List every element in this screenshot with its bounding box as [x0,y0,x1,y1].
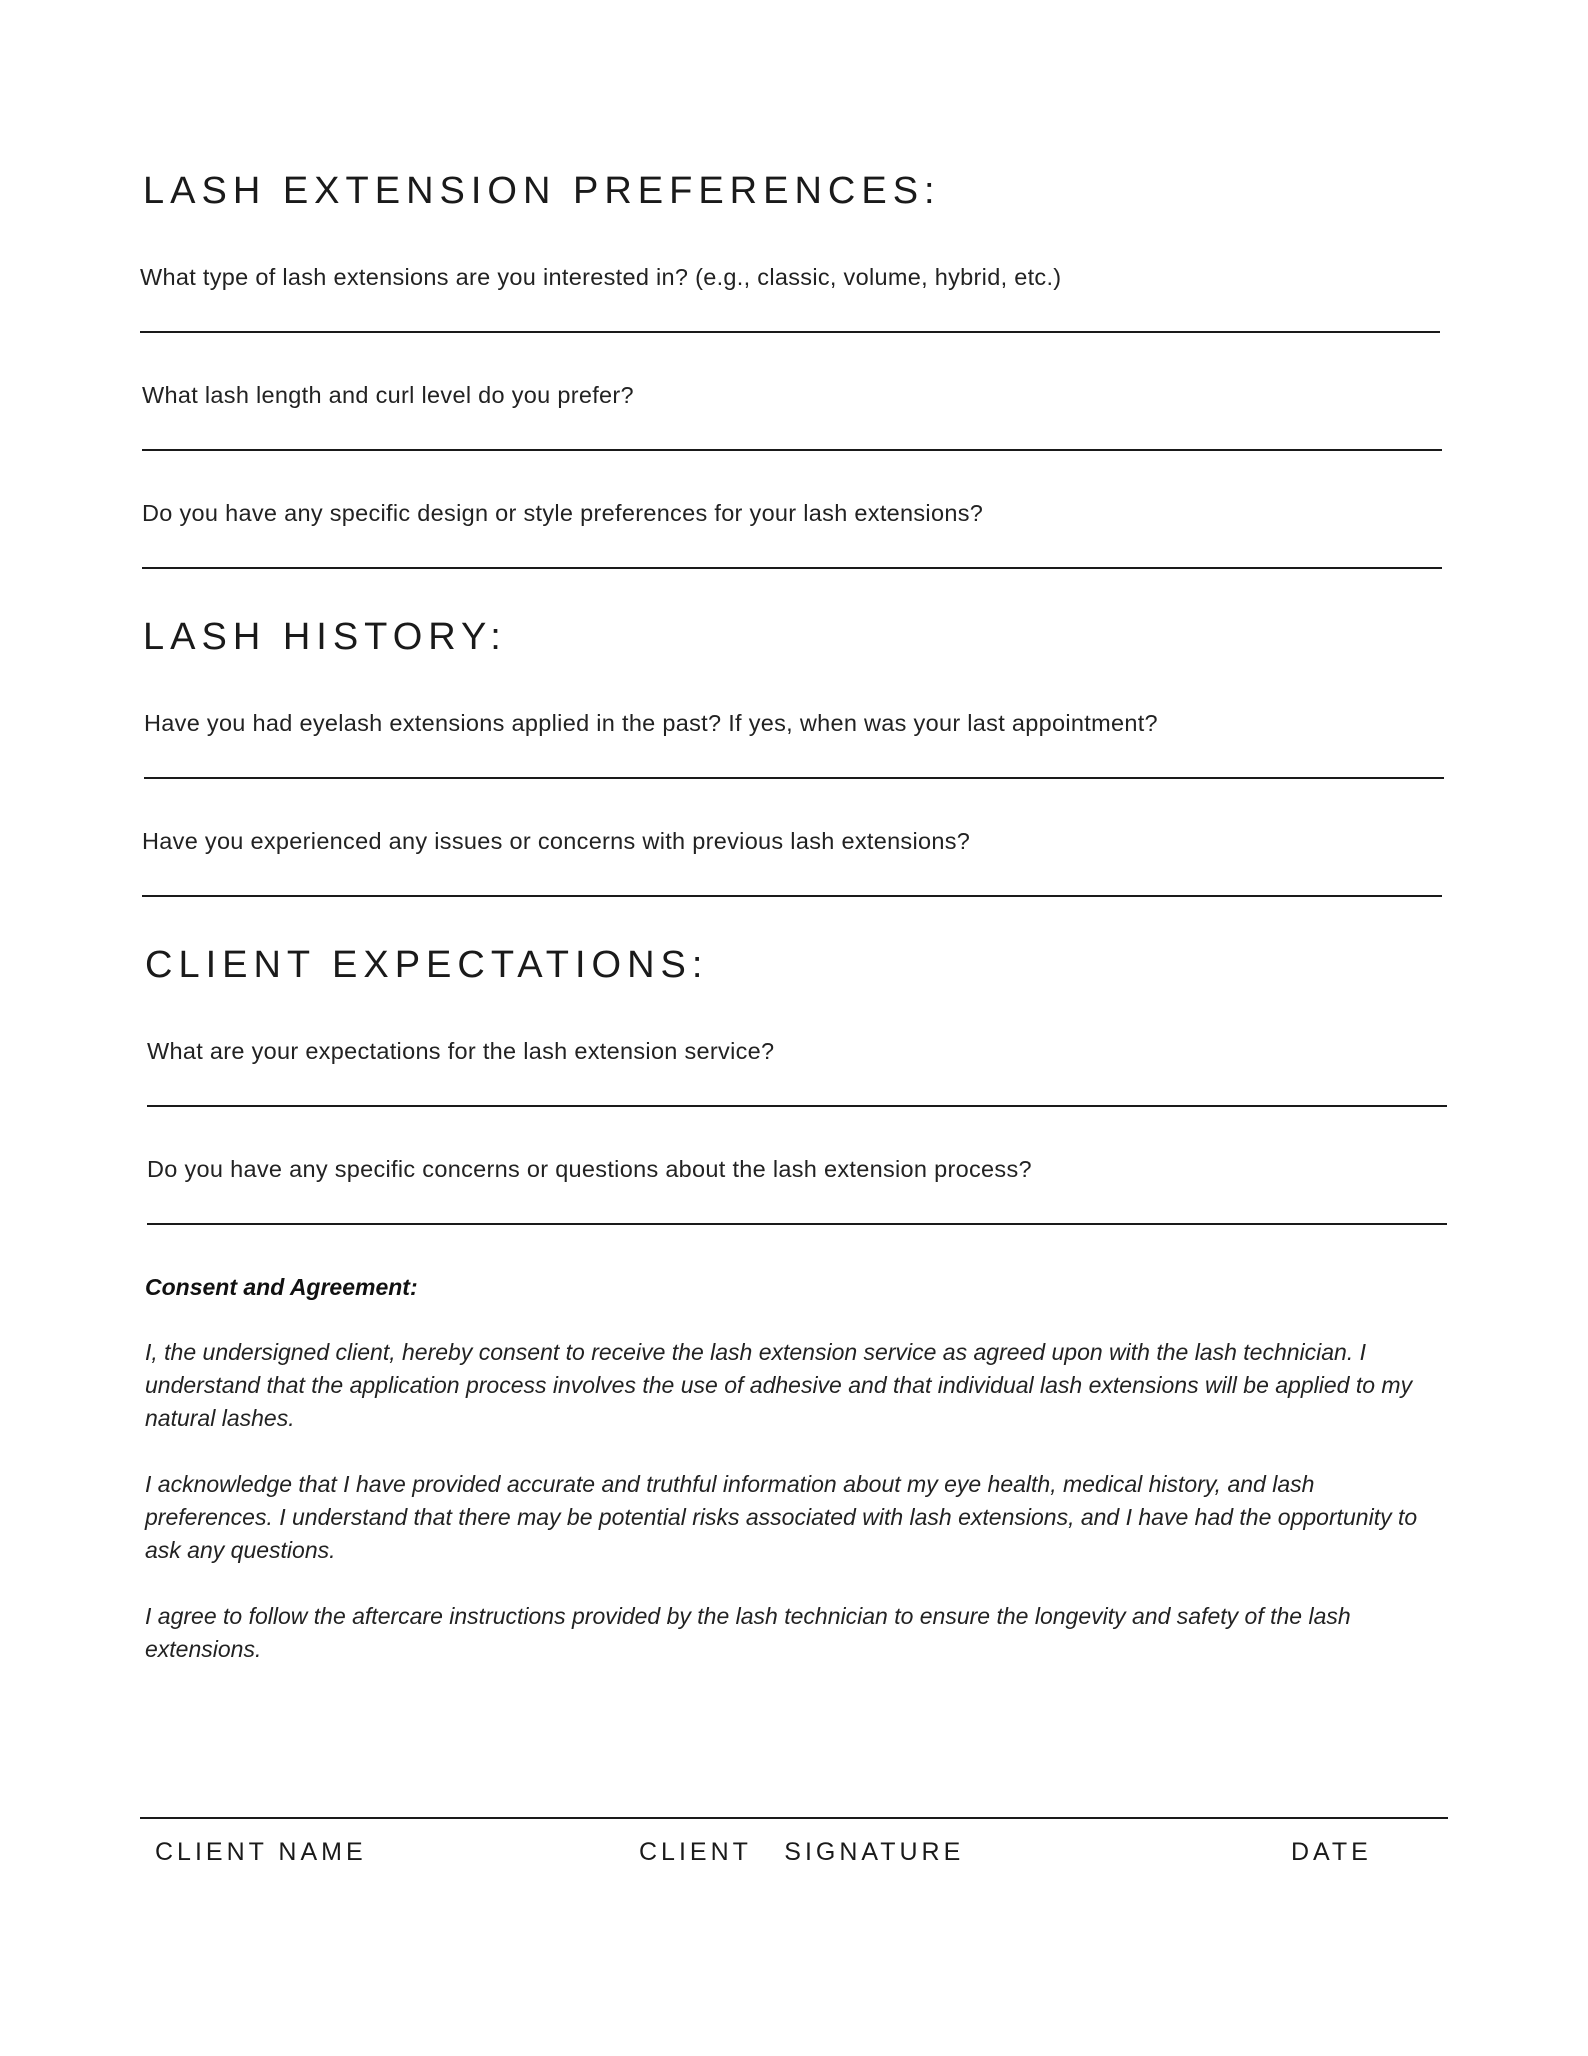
consent-title: Consent and Agreement: [145,1274,418,1300]
client-name-label: CLIENT NAME [155,1838,367,1866]
section-heading-preferences: LASH EXTENSION PREFERENCES: [143,170,941,212]
question-expectations: What are your expectations for the lash extension service? [147,1038,775,1064]
date-label: DATE [1291,1838,1372,1866]
consent-paragraph-2: I acknowledge that I have provided accurate and truthful information about my eye health, medical history, and lash preferences. I understand that there may be potential risks associated with lash extensions, and I have had the opportunity to ask any questions. [145,1471,1418,1563]
answer-line-previous-issues[interactable] [142,895,1442,897]
section-heading-expectations: CLIENT EXPECTATIONS: [145,944,709,986]
answer-line-length-curl[interactable] [142,449,1442,451]
question-past-extensions: Have you had eyelash extensions applied in the past? If yes, when was your last appointment? [144,710,1158,736]
client-signature-label: CLIENT SIGNATURE [639,1838,965,1866]
question-design-style: Do you have any specific design or style preferences for your lash extensions? [142,500,984,526]
answer-line-design-style[interactable] [142,567,1442,569]
section-heading-history: LASH HISTORY: [143,616,507,658]
answer-line-process-concerns[interactable] [147,1223,1447,1225]
question-process-concerns: Do you have any specific concerns or questions about the lash extension process? [147,1156,1032,1182]
answer-line-expectations[interactable] [147,1105,1447,1107]
question-length-curl: What lash length and curl level do you prefer? [142,382,634,408]
signature-line[interactable] [140,1817,1448,1819]
question-previous-issues: Have you experienced any issues or concerns with previous lash extensions? [142,828,971,854]
answer-line-past-extensions[interactable] [144,777,1444,779]
consent-paragraph-1: I, the undersigned client, hereby consent to receive the lash extension service as agreed upon with the lash technician. I understand that the application process involves the use of adhesive and that individual lash extensions will be applied to my natural lashes. [145,1339,1413,1431]
answer-line-lash-type[interactable] [140,331,1440,333]
consent-paragraph-3: I agree to follow the aftercare instructions provided by the lash technician to ensure the longevity and safety of the lash extensions. [145,1603,1351,1662]
question-lash-type: What type of lash extensions are you interested in? (e.g., classic, volume, hybrid, etc.) [140,264,1062,290]
